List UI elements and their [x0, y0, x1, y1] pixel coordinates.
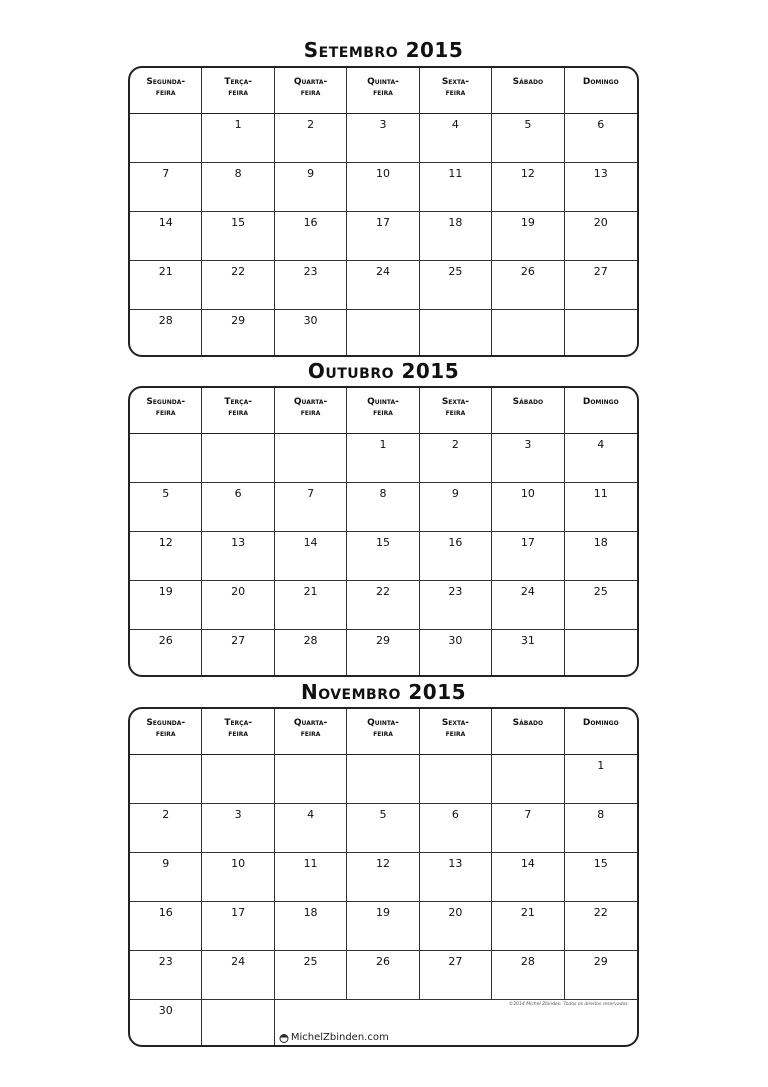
day-cell: 18: [275, 902, 347, 951]
day-cell: [492, 310, 564, 357]
day-cell: 10: [492, 483, 564, 532]
day-cell: 20: [420, 902, 492, 951]
day-cell: [420, 310, 492, 357]
day-cell: 26: [130, 630, 202, 677]
day-cell: 22: [565, 902, 637, 951]
day-cell: 7: [492, 804, 564, 853]
day-cell: 12: [347, 853, 419, 902]
weekday-header: Sexta- feira: [420, 709, 492, 755]
weekday-header: Sábado: [492, 388, 564, 434]
day-cell: 20: [202, 581, 274, 630]
day-cell: 26: [492, 261, 564, 310]
day-cell: [202, 434, 274, 483]
day-cell: 15: [347, 532, 419, 581]
day-cell: 19: [347, 902, 419, 951]
face-icon: [279, 1033, 289, 1043]
day-cell: 2: [275, 114, 347, 163]
day-cell: 25: [420, 261, 492, 310]
day-cell: [202, 755, 274, 804]
day-cell: 24: [492, 581, 564, 630]
day-cell: 16: [275, 212, 347, 261]
day-cell: 11: [275, 853, 347, 902]
day-cell: 29: [565, 951, 637, 1000]
weekday-header: Terça- feira: [202, 68, 274, 114]
day-cell: [275, 434, 347, 483]
day-cell: [420, 755, 492, 804]
day-cell: 2: [130, 804, 202, 853]
day-cell: 19: [492, 212, 564, 261]
copyright-text: ©2014 Michel Zbinden. Todos os direitos reservados.: [508, 1002, 629, 1007]
weekday-header: Quinta- feira: [347, 68, 419, 114]
day-cell: 21: [275, 581, 347, 630]
day-cell: 9: [420, 483, 492, 532]
day-cell: [347, 755, 419, 804]
day-cell: 4: [420, 114, 492, 163]
day-cell: 5: [492, 114, 564, 163]
day-cell: 1: [347, 434, 419, 483]
day-cell: [275, 755, 347, 804]
day-cell: 12: [130, 532, 202, 581]
day-cell: 29: [202, 310, 274, 357]
weekday-header: Domingo: [565, 388, 637, 434]
weekday-header: Segunda- feira: [130, 709, 202, 755]
weekday-header: Sexta- feira: [420, 388, 492, 434]
day-cell: 27: [565, 261, 637, 310]
day-cell: 16: [130, 902, 202, 951]
day-cell: 14: [492, 853, 564, 902]
day-cell: 10: [202, 853, 274, 902]
day-cell: 19: [130, 581, 202, 630]
day-cell: 3: [202, 804, 274, 853]
day-cell: 8: [202, 163, 274, 212]
day-cell: [202, 1000, 274, 1047]
day-cell: 6: [420, 804, 492, 853]
calendar-footer: [275, 1000, 637, 1047]
day-cell: [130, 434, 202, 483]
day-cell: [492, 755, 564, 804]
weekday-header: Sábado: [492, 709, 564, 755]
day-cell: 11: [420, 163, 492, 212]
day-cell: 31: [492, 630, 564, 677]
day-cell: 5: [130, 483, 202, 532]
day-cell: 25: [275, 951, 347, 1000]
day-cell: 9: [130, 853, 202, 902]
day-cell: 8: [565, 804, 637, 853]
day-cell: 28: [275, 630, 347, 677]
day-cell: [565, 630, 637, 677]
day-cell: 30: [420, 630, 492, 677]
weekday-header: Sábado: [492, 68, 564, 114]
day-cell: [130, 114, 202, 163]
day-cell: 1: [565, 755, 637, 804]
day-cell: 26: [347, 951, 419, 1000]
day-cell: 30: [275, 310, 347, 357]
calendar-outubro: [128, 386, 639, 677]
day-cell: 22: [347, 581, 419, 630]
weekday-header: Quinta- feira: [347, 388, 419, 434]
day-cell: 12: [492, 163, 564, 212]
day-cell: [565, 310, 637, 357]
day-cell: 7: [130, 163, 202, 212]
calendar-novembro: [128, 707, 639, 1047]
day-cell: 7: [275, 483, 347, 532]
day-cell: 21: [130, 261, 202, 310]
day-cell: 29: [347, 630, 419, 677]
day-cell: 17: [492, 532, 564, 581]
day-cell: 16: [420, 532, 492, 581]
weekday-header: Domingo: [565, 709, 637, 755]
weekday-header: Quinta- feira: [347, 709, 419, 755]
weekday-header: Quarta- feira: [275, 68, 347, 114]
weekday-header: Quarta- feira: [275, 709, 347, 755]
day-cell: 3: [347, 114, 419, 163]
day-cell: 13: [202, 532, 274, 581]
day-cell: [347, 310, 419, 357]
day-cell: 6: [565, 114, 637, 163]
month-title-outubro: Outubro 2015: [307, 359, 460, 383]
day-cell: 27: [420, 951, 492, 1000]
day-cell: 15: [565, 853, 637, 902]
month-title-novembro: Novembro 2015: [300, 680, 467, 704]
day-cell: 23: [275, 261, 347, 310]
day-cell: 13: [420, 853, 492, 902]
weekday-header: Segunda- feira: [130, 388, 202, 434]
weekday-header: Quarta- feira: [275, 388, 347, 434]
day-cell: 24: [202, 951, 274, 1000]
day-cell: 14: [275, 532, 347, 581]
day-cell: 4: [275, 804, 347, 853]
day-cell: 6: [202, 483, 274, 532]
day-cell: 23: [420, 581, 492, 630]
brand-label[interactable]: [279, 1032, 389, 1043]
day-cell: 27: [202, 630, 274, 677]
day-cell: 15: [202, 212, 274, 261]
day-cell: 14: [130, 212, 202, 261]
day-cell: 13: [565, 163, 637, 212]
weekday-header: Terça- feira: [202, 709, 274, 755]
month-title-setembro: Setembro 2015: [303, 38, 464, 62]
day-cell: 28: [492, 951, 564, 1000]
day-cell: 25: [565, 581, 637, 630]
brand-text: MichelZbinden.com: [290, 1032, 389, 1043]
day-cell: 3: [492, 434, 564, 483]
day-cell: 5: [347, 804, 419, 853]
day-cell: 17: [202, 902, 274, 951]
day-cell: 4: [565, 434, 637, 483]
day-cell: 20: [565, 212, 637, 261]
weekday-header: Sexta- feira: [420, 68, 492, 114]
day-cell: 2: [420, 434, 492, 483]
day-cell: 17: [347, 212, 419, 261]
day-cell: 28: [130, 310, 202, 357]
calendar-setembro: [128, 66, 639, 357]
day-cell: [130, 755, 202, 804]
weekday-header: Segunda- feira: [130, 68, 202, 114]
weekday-header: Terça- feira: [202, 388, 274, 434]
day-cell: 30: [130, 1000, 202, 1047]
day-cell: 11: [565, 483, 637, 532]
day-cell: 10: [347, 163, 419, 212]
day-cell: 8: [347, 483, 419, 532]
day-cell: 21: [492, 902, 564, 951]
day-cell: 18: [420, 212, 492, 261]
weekday-header: Domingo: [565, 68, 637, 114]
day-cell: 22: [202, 261, 274, 310]
day-cell: 1: [202, 114, 274, 163]
day-cell: 23: [130, 951, 202, 1000]
day-cell: 9: [275, 163, 347, 212]
day-cell: 18: [565, 532, 637, 581]
day-cell: 24: [347, 261, 419, 310]
